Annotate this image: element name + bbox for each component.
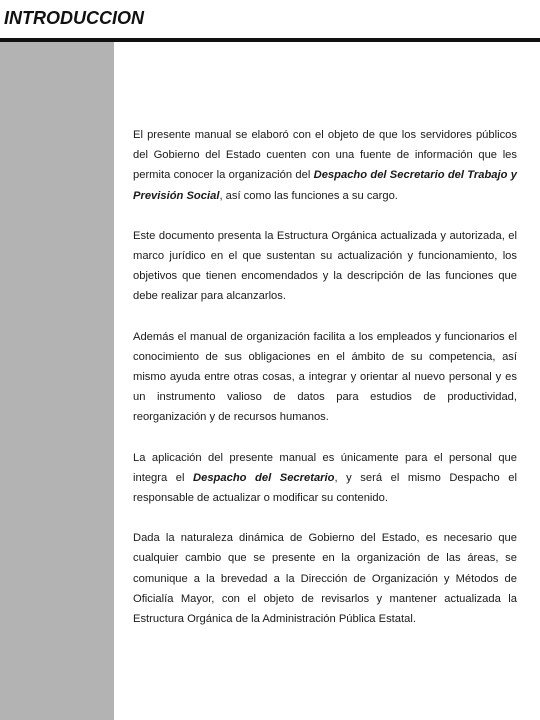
emphasis-text: Despacho del Secretario xyxy=(193,471,335,484)
paragraph xyxy=(133,448,517,509)
paragraph xyxy=(133,226,517,307)
paragraph-text: La aplicación del presente manual es únicamente para el personal que integra el xyxy=(133,451,517,484)
emphasis-text: Despacho del Secretario del Trabajo y Previsión Social xyxy=(133,169,517,202)
paragraph-text: El presente manual se elaboró con el objeto de que los servidores públicos del Gobierno del Estado cuenten con una fuente de información que les permita conocer la organización del xyxy=(133,129,517,182)
paragraph-text: Además el manual de organización facilita a los empleados y funcionarios el conocimiento de sus obligaciones en el ámbito de su competencia, así mismo ayuda entre otras cosas, a integrar y orientar al nuevo personal y es un instrumento valioso de datos para estudios de productividad, reorganización y de recursos humanos. xyxy=(133,330,517,424)
paragraph-text: , y será el mismo Despacho el responsable de actualizar o modificar su contenido. xyxy=(133,471,517,505)
page-title: INTRODUCCION xyxy=(4,8,144,28)
paragraph xyxy=(133,528,517,629)
paragraph-text: Dada la naturaleza dinámica de Gobierno del Estado, es necesario que cualquier cambio que se presente en la organización de las áreas, se comunique a la brevedad a la Dirección de Organización y Métodos de Oficialía Mayor, con el objeto de revisarlos y mantener actualizada la Estructura Orgánica de la Administración Pública Estatal. xyxy=(133,532,517,626)
paragraph-text: Este documento presenta la Estructura Orgánica actualizada y autorizada, el marco jurídico en el que sustentan su actualización y funcionamiento, los objetivos que tienen encomendados y la descripción de las funciones que debe realizar para alcanzarlos. xyxy=(133,229,517,303)
paragraph-text: , así como las funciones a su cargo. xyxy=(219,189,398,202)
title-rule xyxy=(0,38,540,42)
paragraph xyxy=(133,327,517,428)
paragraph xyxy=(133,125,517,206)
sidebar-panel xyxy=(0,42,114,720)
document-body xyxy=(133,125,517,649)
